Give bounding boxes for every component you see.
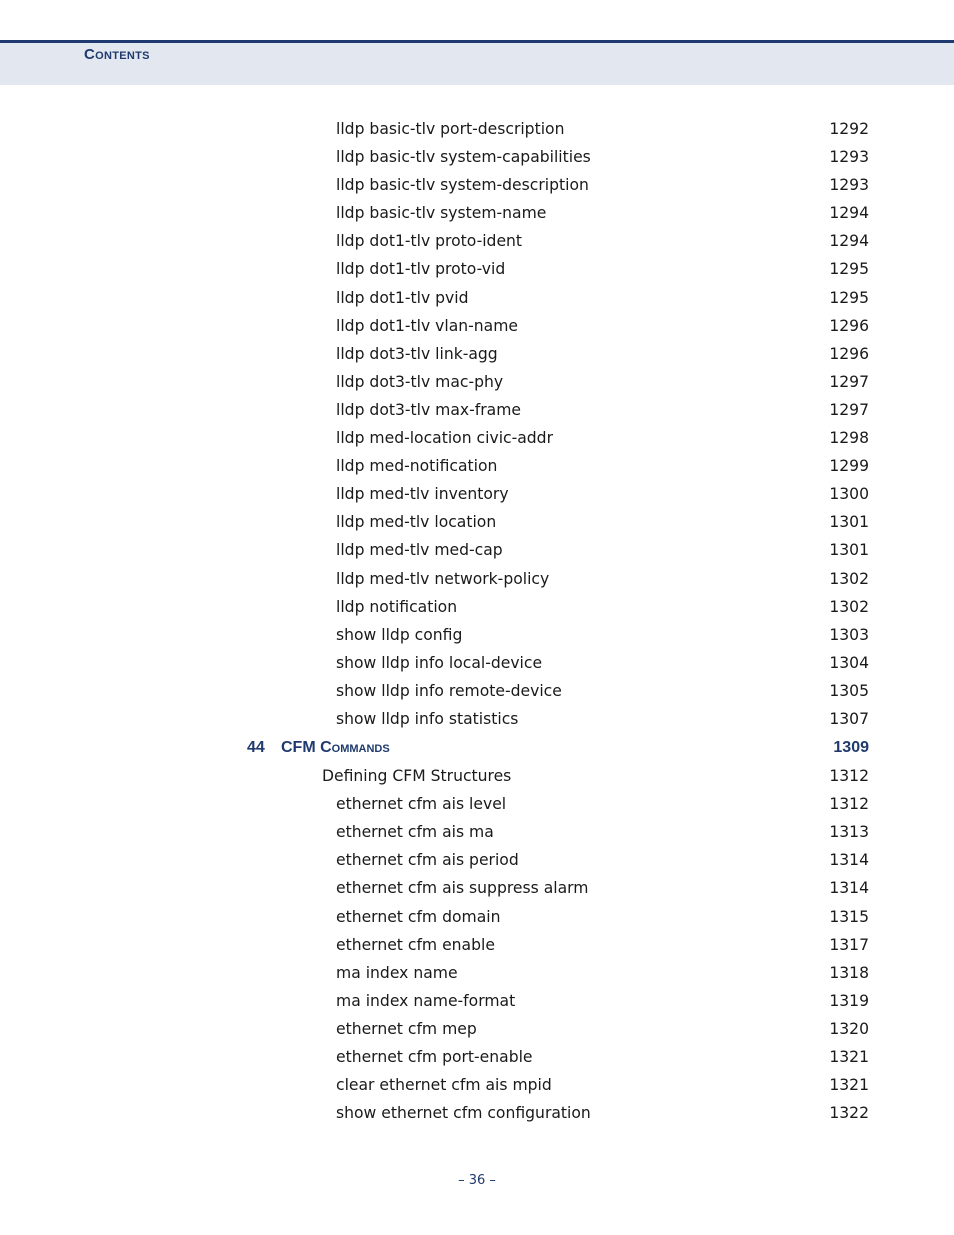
toc-entry[interactable] <box>0 425 954 453</box>
toc-entry-page-number: 1307 <box>829 709 869 728</box>
toc-entry-title: lldp med-tlv inventory <box>336 485 509 504</box>
toc-entry-title: lldp dot1-tlv vlan-name <box>336 316 519 335</box>
toc-entry-title: lldp dot1-tlv proto-ident <box>336 232 523 251</box>
toc-entry[interactable] <box>0 1016 954 1044</box>
toc-entry-page-number: 1321 <box>829 1048 869 1066</box>
toc-entry-title: ethernet cfm port-enable <box>336 1048 533 1066</box>
toc-entry-title: lldp basic-tlv port-description <box>336 120 565 138</box>
toc-entry-page-number: 1297 <box>829 400 869 419</box>
toc-entry-page-number: 1317 <box>829 935 869 954</box>
toc-entry-title: lldp dot3-tlv link-agg <box>336 344 498 363</box>
toc-entry-page-number: 1302 <box>829 597 869 616</box>
toc-entry[interactable] <box>0 537 954 565</box>
toc-entries-after <box>0 791 954 1128</box>
toc-entry-page-number: 1295 <box>829 260 869 279</box>
toc-entry[interactable] <box>0 875 954 903</box>
toc-entry[interactable] <box>0 116 954 144</box>
running-header-title: Contents <box>84 46 150 63</box>
toc-entry[interactable] <box>0 1044 954 1072</box>
toc-entry[interactable] <box>0 1100 954 1128</box>
toc-entry[interactable] <box>0 678 954 706</box>
toc-entry[interactable] <box>0 228 954 256</box>
toc-entry[interactable] <box>0 960 954 988</box>
toc-entry-title: ethernet cfm mep <box>336 1019 477 1038</box>
toc-entry-page-number: 1293 <box>829 176 869 195</box>
toc-entry-page-number: 1297 <box>829 372 869 391</box>
toc-chapter-entry[interactable] <box>0 734 954 763</box>
toc-entry-page-number: 1321 <box>829 1076 869 1095</box>
toc-entry[interactable] <box>0 453 954 481</box>
toc-entry-page-number: 1320 <box>829 1019 869 1038</box>
chapter-page-number: 1309 <box>833 739 869 757</box>
toc-entry[interactable] <box>0 622 954 650</box>
toc-entry-title: lldp dot1-tlv proto-vid <box>336 260 506 279</box>
toc-entry[interactable] <box>0 256 954 284</box>
toc-entry-page-number: 1314 <box>829 879 869 898</box>
toc-entry-title: lldp med-tlv med-cap <box>336 541 503 560</box>
table-of-contents <box>0 116 954 1128</box>
toc-entry-page-number: 1295 <box>829 288 869 307</box>
toc-entry-page-number: 1298 <box>829 429 869 448</box>
toc-entry-page-number: 1292 <box>829 120 869 138</box>
toc-entry-title: show lldp config <box>336 625 463 644</box>
toc-entry-page-number: 1319 <box>829 991 869 1010</box>
toc-entry-title: lldp basic-tlv system-name <box>336 204 547 223</box>
toc-entry-page-number: 1301 <box>829 513 869 532</box>
toc-entry[interactable] <box>0 904 954 932</box>
toc-entry[interactable] <box>0 706 954 734</box>
toc-entry-title: ethernet cfm enable <box>336 935 495 954</box>
toc-entry-title: lldp dot3-tlv mac-phy <box>336 372 504 391</box>
section-page-number: 1312 <box>829 767 869 786</box>
toc-entry-title: ma index name-format <box>336 991 516 1010</box>
toc-entry[interactable] <box>0 369 954 397</box>
toc-entry-title: ethernet cfm ais level <box>336 795 507 814</box>
toc-entry-title: lldp med-tlv location <box>336 513 497 532</box>
toc-entry-page-number: 1304 <box>829 653 869 672</box>
toc-entry-page-number: 1312 <box>829 795 869 814</box>
chapter-title: CFM Commands <box>281 739 390 757</box>
toc-entry[interactable] <box>0 988 954 1016</box>
toc-entry[interactable] <box>0 285 954 313</box>
toc-entry[interactable] <box>0 341 954 369</box>
toc-entry[interactable] <box>0 481 954 509</box>
toc-entry-page-number: 1296 <box>829 316 869 335</box>
toc-entry[interactable] <box>0 819 954 847</box>
toc-entry-title: lldp dot1-tlv pvid <box>336 288 469 307</box>
toc-entry[interactable] <box>0 1072 954 1100</box>
toc-entry-page-number: 1294 <box>829 232 869 251</box>
toc-entry-page-number: 1301 <box>829 541 869 560</box>
toc-entry[interactable] <box>0 172 954 200</box>
toc-entry-title: ethernet cfm ais suppress alarm <box>336 879 589 898</box>
toc-section-entry[interactable] <box>0 763 954 791</box>
toc-entry-title: lldp basic-tlv system-capabilities <box>336 148 591 167</box>
chapter-number: 44 <box>247 739 265 757</box>
toc-entry-page-number: 1294 <box>829 204 869 223</box>
toc-entry-page-number: 1314 <box>829 851 869 870</box>
toc-entry[interactable] <box>0 313 954 341</box>
toc-entry-title: show lldp info local-device <box>336 653 543 672</box>
section-title: Defining CFM Structures <box>322 767 512 786</box>
toc-entry-page-number: 1305 <box>829 681 869 700</box>
toc-entry-title: ma index name <box>336 963 458 982</box>
toc-entry-title: show lldp info statistics <box>336 709 519 728</box>
toc-entry-title: ethernet cfm domain <box>336 907 501 926</box>
toc-entry-title: ethernet cfm ais ma <box>336 823 494 842</box>
toc-entry[interactable] <box>0 650 954 678</box>
toc-entry[interactable] <box>0 144 954 172</box>
toc-entry-title: lldp notification <box>336 597 458 616</box>
toc-entry-title: clear ethernet cfm ais mpid <box>336 1076 552 1095</box>
toc-entry[interactable] <box>0 791 954 819</box>
toc-entry-page-number: 1293 <box>829 148 869 167</box>
toc-entries-before <box>0 116 954 734</box>
toc-entry-title: lldp med-location civic-addr <box>336 429 553 448</box>
toc-entry-page-number: 1315 <box>829 907 869 926</box>
toc-entry-page-number: 1302 <box>829 569 869 588</box>
toc-entry-title: lldp dot3-tlv max-frame <box>336 400 521 419</box>
toc-entry[interactable] <box>0 566 954 594</box>
toc-entry[interactable] <box>0 932 954 960</box>
toc-entry-title: lldp basic-tlv system-description <box>336 176 589 195</box>
toc-entry-page-number: 1296 <box>829 344 869 363</box>
toc-entry-page-number: 1322 <box>829 1104 869 1123</box>
toc-entry-title: ethernet cfm ais period <box>336 851 519 870</box>
toc-entry[interactable] <box>0 594 954 622</box>
toc-entry-page-number: 1313 <box>829 823 869 842</box>
toc-entry-page-number: 1318 <box>829 963 869 982</box>
page-number-footer: – 36 – <box>458 1173 496 1188</box>
toc-entry-title: lldp med-tlv network-policy <box>336 569 550 588</box>
toc-entry-page-number: 1300 <box>829 485 869 504</box>
toc-entry[interactable] <box>0 509 954 537</box>
toc-entry[interactable] <box>0 200 954 228</box>
toc-entry-title: show lldp info remote-device <box>336 681 562 700</box>
toc-entry-page-number: 1303 <box>829 625 869 644</box>
toc-entry-page-number: 1299 <box>829 457 869 476</box>
toc-entry-title: show ethernet cfm configuration <box>336 1104 591 1123</box>
toc-entry[interactable] <box>0 397 954 425</box>
toc-entry-title: lldp med-notification <box>336 457 498 476</box>
toc-entry[interactable] <box>0 847 954 875</box>
